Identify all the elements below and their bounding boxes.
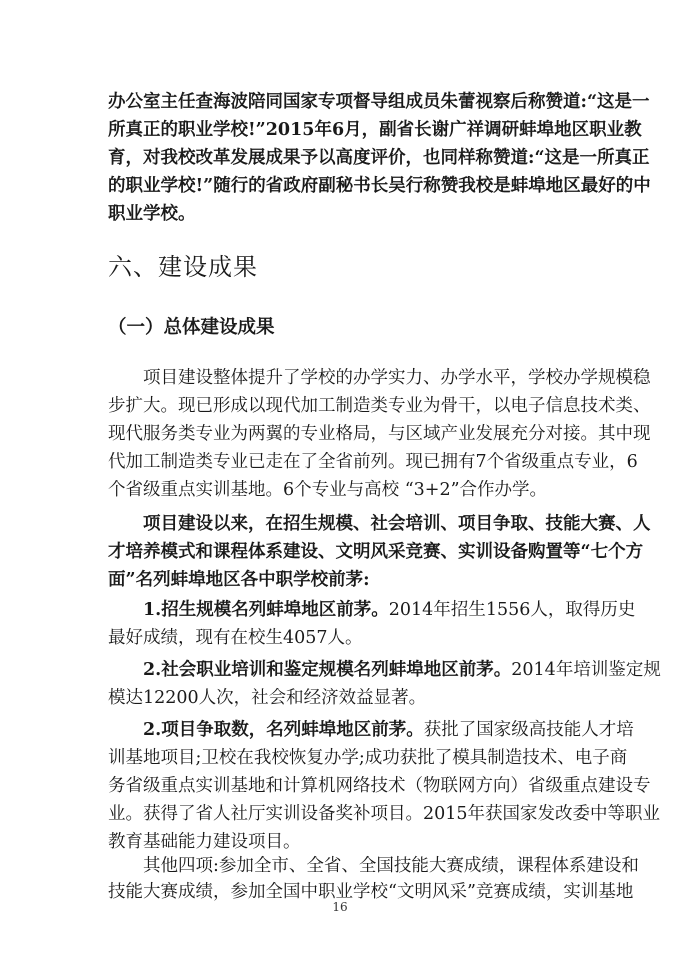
top-paragraph-line-3: 育，对我校改革发展成果予以高度评价，也同样称赞道:“这是一所真正	[108, 148, 650, 168]
overview-line-2: 步扩大。现已形成以现代加工制造类专业为骨干，以电子信息技术类、	[108, 396, 651, 416]
overview-line-5: 个省级重点实训基地。6个专业与高校 “3+2”合作办学。	[108, 480, 548, 500]
summary-line-2: 才培养模式和课程体系建设、文明风采竞赛、实训设备购置等“七个方	[108, 542, 644, 562]
item-1-label: 1.招生规模名列蚌埠地区前茅。	[143, 600, 389, 620]
page-number: 16	[332, 900, 348, 914]
item-3-line-4: 业。获得了省人社厅实训设备奖补项目。2015年获国家发改委中等职业	[108, 804, 661, 824]
other-line-2: 技能大赛成绩，参加全国中职业学校“文明风采”竞赛成绩，实训基地	[108, 882, 634, 902]
item-3-line-5: 教育基础能力建设项目。	[108, 832, 301, 852]
overview-line-4: 代加工制造类专业已走在了全省前列。现已拥有7个省级重点专业，6	[108, 452, 638, 472]
overview-line-1: 项目建设整体提升了学校的办学实力、办学水平，学校办学规模稳	[143, 368, 651, 388]
item-2-label: 2.社会职业培训和鉴定规模名列蚌埠地区前茅。	[143, 660, 512, 680]
section-heading: 六、建设成果	[108, 253, 258, 281]
item-2-line-1	[108, 659, 661, 681]
summary-line-1: 项目建设以来，在招生规模、社会培训、项目争取、技能大赛、人	[143, 514, 651, 534]
item-1-text: 2014年招生1556人，取得历史	[388, 600, 636, 620]
top-paragraph-line-1: 办公室主任查海波陪同国家专项督导组成员朱蕾视察后称赞道:“这是一	[108, 92, 650, 112]
item-3-line-3: 务省级重点实训基地和计算机网络技术（物联网方向）省级重点建设专	[108, 776, 651, 796]
top-paragraph-line-5: 职业学校。	[108, 204, 196, 224]
item-2-line-2: 模达12200人次，社会和经济效益显著。	[108, 688, 427, 708]
item-1-line-2: 最好成绩，现有在校生4057人。	[108, 628, 363, 648]
subsection-heading: （一）总体建设成果	[108, 317, 275, 338]
item-2-text: 2014年培训鉴定规	[511, 660, 661, 680]
top-paragraph-line-2: 所真正的职业学校!”2015年6月，副省长谢广祥调研蚌埠地区职业教	[108, 120, 642, 140]
item-3-text: 获批了国家级高技能人才培	[423, 720, 634, 740]
item-1-line-1	[108, 599, 636, 621]
item-3-label: 2.项目争取数，名列蚌埠地区前茅。	[143, 720, 424, 740]
overview-line-3: 现代服务类专业为两翼的专业格局，与区域产业发展充分对接。其中现	[108, 424, 651, 444]
item-3-line-1	[108, 719, 634, 741]
item-3-line-2: 训基地项目;卫校在我校恢复办学;成功获批了模具制造技术、电子商	[108, 748, 628, 768]
other-line-1: 其他四项:参加全市、全省、全国技能大赛成绩，课程体系建设和	[143, 856, 639, 876]
summary-line-3: 面”名列蚌埠地区各中职学校前茅:	[108, 570, 370, 590]
top-paragraph-line-4: 的职业学校!”随行的省政府副秘书长吴行称赞我校是蚌埠地区最好的中	[108, 176, 651, 196]
